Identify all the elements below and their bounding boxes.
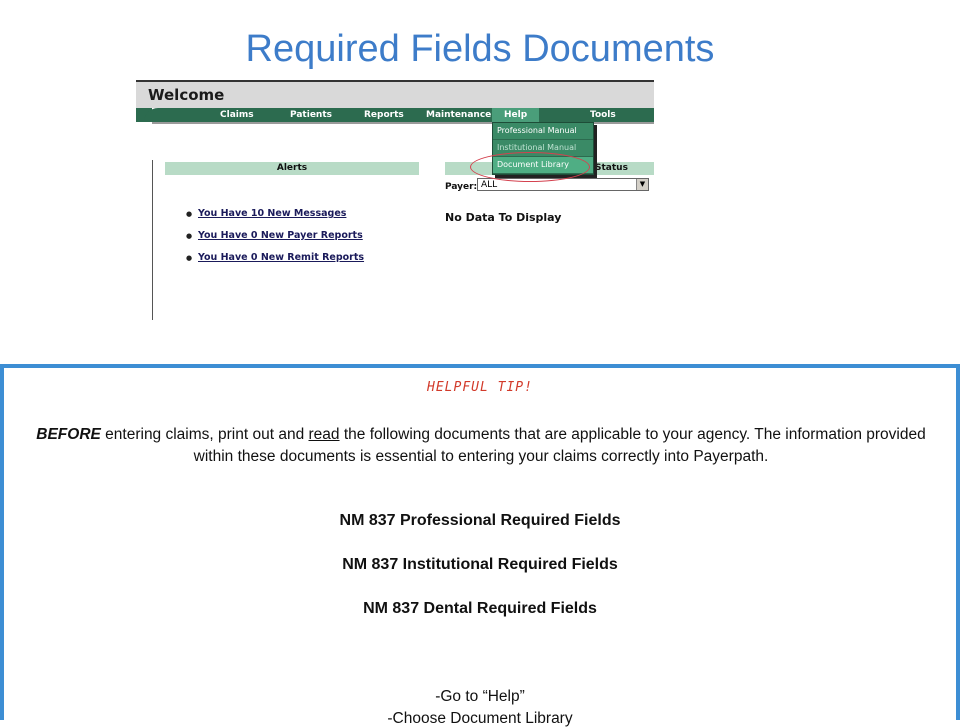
- alert-link[interactable]: ● You Have 10 New Messages: [186, 208, 364, 230]
- alert-link[interactable]: ● You Have 0 New Payer Reports: [186, 230, 364, 252]
- nav-reports[interactable]: Reports: [364, 110, 404, 120]
- welcome-banner: [136, 80, 654, 108]
- nav-maintenance[interactable]: Maintenance: [426, 110, 492, 120]
- status-header-label: Status: [595, 163, 628, 173]
- alert-link[interactable]: ● You Have 0 New Remit Reports: [186, 252, 364, 274]
- alerts-list: [186, 208, 364, 274]
- left-divider: [152, 160, 153, 320]
- step-go-to-help: -Go to “Help”: [435, 688, 525, 705]
- menu-institutional-manual[interactable]: Institutional Manual: [493, 140, 593, 157]
- doc-professional: NM 837 Professional Required Fields: [339, 512, 621, 529]
- tip-heading: HELPFUL TIP!: [427, 380, 533, 395]
- doc-institutional: NM 837 Institutional Required Fields: [342, 556, 618, 573]
- nav-help[interactable]: Help: [492, 108, 539, 122]
- dropdown-arrow-icon[interactable]: ▼: [636, 179, 648, 190]
- nav-claims[interactable]: Claims: [220, 110, 254, 120]
- main-nav: [144, 108, 654, 122]
- highlight-circle: [470, 152, 590, 182]
- payer-select-value: ALL: [481, 180, 498, 190]
- menu-document-library[interactable]: Document Library: [493, 157, 593, 174]
- nav-tools[interactable]: Tools: [590, 110, 616, 120]
- helpful-tip-box: [0, 364, 960, 727]
- tip-before: BEFORE: [36, 426, 101, 443]
- step-choose-document-library: -Choose Document Library: [387, 710, 573, 727]
- tip-paragraph: [26, 424, 936, 468]
- payer-label: Payer:: [445, 182, 478, 192]
- tip-text-2: the following documents that are applicable to your agency. The information provided within these documents is essential to entering your claims correctly into Payerpath.: [193, 426, 926, 465]
- nav-patients[interactable]: Patients: [290, 110, 332, 120]
- alerts-header: Alerts: [165, 162, 419, 175]
- app-screenshot: [136, 80, 654, 320]
- tip-text-1: entering claims, print out and: [100, 426, 309, 443]
- slide-title: Required Fields Documents: [245, 28, 715, 70]
- menu-professional-manual[interactable]: Professional Manual: [493, 123, 593, 140]
- doc-dental: NM 837 Dental Required Fields: [363, 600, 597, 617]
- no-data-message: No Data To Display: [445, 211, 562, 224]
- welcome-title: Welcome: [148, 86, 225, 104]
- tip-read: read: [308, 426, 340, 443]
